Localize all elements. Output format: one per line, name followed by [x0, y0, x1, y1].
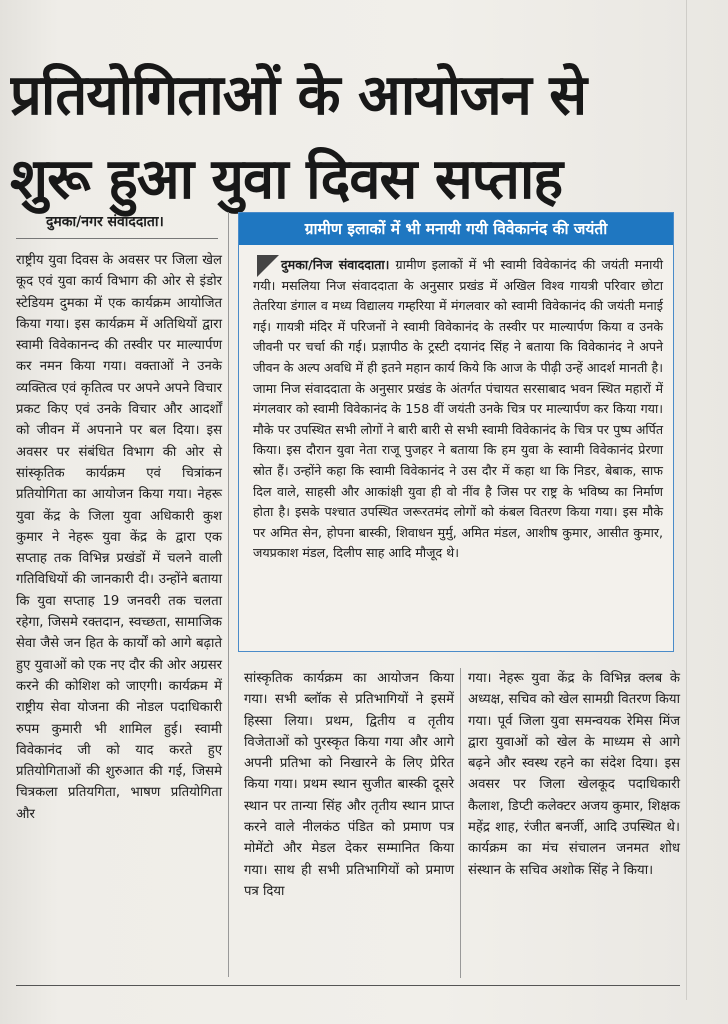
column-divider — [228, 212, 229, 977]
main-story-column-3: गया। नेहरू युवा केंद्र के विभिन्न क्लब के अध्यक्ष, सचिव को खेल सामग्री वितरण किया गया। पूर्व जिला युवा समन्वयक रेमिस मिंज द्वारा युवाओं को खेल के माध्यम से आगे बढ़ने और स्वस्थ रहने का संदेश दिया। इस अवसर पर जिला खेलकूद पदाधिकारी कैलाश, डिप्टी कलेक्टर अजय कुमार, शिक्षक महेंद्र शाह, रंजीत बनर्जी, आदि उपस्थित थे। कार्यक्रम का मंच संचालन जनमत शोध संस्थान के सचिव अशोक सिंह ने किया। — [468, 671, 680, 878]
headline-line-2: शुरू हुआ युवा दिवस सप्ताह — [10, 147, 563, 212]
side-story-text: ग्रामीण इलाकों में भी स्वामी विवेकानंद की जयंती मनायी गयी। मसलिया निज संवाददाता के अनुसार प्रखंड में अखिल विश्व गायत्री परिवार छोटा तेतरिया डंगाल व मध्य विद्यालय गम्हरिया में मंगलवार को स्वामी विवेकानंद की जयंती मनाई गई। गायत्री मंदिर में परिजनों ने स्वामी विवेकानंद के तस्वीर पर माल्यार्पण किया व उनके जीवनी पर चर्चा की गई। प्रज्ञापीठ के ट्रस्टी दयानंद सिंह ने बताया कि विवेकानंद ने अपने जीवन के अल्प अवधि में ही इतने महान कार्य किये कि आज के पीढ़ी उन्हें आदर्श मानती है। जामा निज संवाददाता के अनुसार प्रखंड के अंतर्गत पंचायत सरसाबाद भवन स्थित महारों में मंगलवार को स्वामी विवेकानंद के 158 वीं जयंती उनके चित्र पर माल्यार्पण कर किया गया। मौके पर उपस्थित सभी लोगों ने बारी बारी से सभी स्वामी विवेकानंद के चित्र पर पुष्प अर्पित किया। इस दौरान युवा नेता राजू पुजहर ने बताया कि हम युवा के स्वामी विवेकानंद प्रेरणा स्रोत हैं। उन्होंने कहा कि स्वामी विवेकानंद ने उस दौर में कहा था कि निडर, बेबाक, साफ दिल वाले, साहसी और आकांक्षी युवा ही वो नींव है जिस पर राष्ट्र के भविष्य का निर्माण होता है। इसके पश्चात उपस्थित जरूरतमंद लोगों को कंबल वितरण किया गया। इस मौके पर अमित सेन, होपना बास्की, शिवाधन मुर्मु, अमित मंडल, आशीष कुमार, आसीत कुमार, जयप्रकाश मंडल, दिलीप साह आदि मौजूद थे। — [253, 257, 664, 561]
dateline-divider — [16, 238, 218, 239]
page-edge-rule — [686, 0, 687, 1000]
headline — [10, 54, 710, 222]
side-story-dateline: दुमका/निज संवाददाता। — [281, 257, 390, 272]
side-story-box — [238, 212, 674, 652]
side-story-title: ग्रामीण इलाकों में भी मनायी गयी विवेकानंद की जयंती — [239, 213, 673, 245]
headline-line-1: प्रतियोगिताओं के आयोजन से — [10, 63, 587, 128]
column-divider-2 — [460, 668, 461, 978]
main-story-column-1: राष्ट्रीय युवा दिवस के अवसर पर जिला खेल कूद एवं युवा कार्य विभाग की ओर से इंडोर स्टेडियम दुमका में एक कार्यक्रम आयोजित किया गया। इस कार्यक्रम में अतिथियों द्वारा स्वामी विवेकानन्द की तस्वीर पर माल्यार्पण कर नमन किया गया। वक्ताओं ने उनके व्यक्तित्व एवं कृतित्व पर अपने अपने विचार प्रकट किए एवं उनके विचार और आदर्शों को जीवन में अपनाने पर बल दिया। इस अवसर पर संबंधित विभाग की ओर से सांस्कृतिक कार्यक्रम एवं चित्रांकन प्रतियोगिता का आयोजन किया गया। नेहरू युवा केंद्र के जिला युवा अधिकारी कुश कुमार ने नेहरू युवा केंद्र के द्वारा एक सप्ताह तक विभिन्न प्रखंडों में चलने वाली गतिविधियों की जानकारी दी। उन्होंने बताया कि युवा सप्ताह 19 जनवरी तक चलता रहेगा, जिसमे रक्तदान, स्वच्छता, सामाजिक सेवा जैसे जन हित के कार्यों को आगे बढ़ाते हुए युवाओं को एक नए दौर की ओर अग्रसर करने की कोशिश को जाएगी। कार्यक्रम में राष्ट्रीय सेवा योजना की नोडल पदाधिकारी रुपम कुमारी भी शामिल हुई। स्वामी विवेकानंद जी को याद करते हुए प्रतियोगिताओं की शुरुआत की गई, जिसमे चित्रकला प्रतियगिता, भाषण प्रतियोगिता और — [16, 253, 222, 822]
main-story-column-2: सांस्कृतिक कार्यक्रम का आयोजन किया गया। सभी ब्लॉक से प्रतिभागियों ने इसमें हिस्सा लिया। प्रथम, द्वितीय व तृतीय विजेताओं को पुरस्कृत किया गया और आगे अपनी प्रतिभा को निखारने के लिए प्रेरित किया गया। प्रथम स्थान सुजीत बास्की दूसरे स्थान पर तान्या सिंह और तृतीय स्थान प्राप्त करने वाले नीलकंठ पंडित को प्रमाण पत्र मोमेंटो और मेडल देकर सम्मानित किया गया। साथ ही सभी प्रतिभागियों को प्रमाण पत्र दिया — [244, 671, 454, 899]
main-story-dateline: दुमका/नगर संवाददाता। — [46, 214, 164, 230]
bottom-divider — [16, 985, 680, 986]
side-story-body — [253, 255, 663, 564]
